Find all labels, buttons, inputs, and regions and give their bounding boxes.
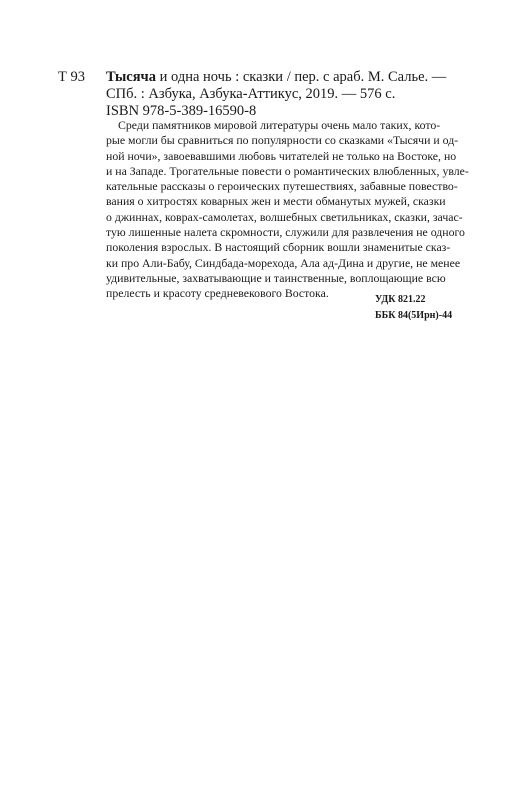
annotation-line: Среди памятников мировой литературы очень мало таких, кото- [118, 118, 441, 132]
annotation-line: удивительные, захватывающие и таинственные, воплощающие всю [106, 270, 446, 285]
annotation-line: прелесть и красоту средневекового Востока. [106, 286, 329, 301]
annotation-line: вания о хитростях коварных жен и мести обманутых мужей, сказки [106, 194, 446, 209]
annotation-line: ной ночи», завоевавшими любовь читателей не только на Востоке, но [106, 148, 457, 163]
annotation-line: кательные рассказы о героических путешествиях, забавные повество- [106, 179, 458, 194]
isbn-line: ISBN 978-5-389-16590-8 [106, 103, 257, 119]
bbk-code: ББК 84(5Ирн)-44 [375, 310, 453, 321]
annotation-line: о джиннах, коврах-самолетах, волшебных светильниках, сказки, зачас- [106, 209, 463, 224]
bibliographic-header [106, 69, 476, 120]
title-rest: и одна ночь : сказки / пер. с араб. М. Салье. — [155, 69, 447, 85]
annotation-line: тую лишенные налета скромности, служили для развлечения не одного [106, 225, 465, 240]
classification-codes [375, 292, 452, 324]
annotation-line: рые могли бы сравниться по популярности со сказками «Тысячи и од- [106, 133, 459, 148]
annotation-line: и на Западе. Трогательные повести о романтических влюбленных, увле- [106, 163, 469, 178]
author-sign-code: Т 93 [58, 69, 85, 85]
annotation-line: ки про Али-Бабу, Синдбада-морехода, Ала ад-Дина и другие, не менее [106, 255, 461, 270]
imprint-line: СПб. : Азбука, Азбука-Аттикус, 2019. — 576 с. [106, 86, 396, 102]
annotation-text [106, 118, 469, 302]
title-line [106, 69, 476, 86]
udk-code: УДК 821.22 [375, 294, 426, 305]
title-word: Тысяча [106, 69, 156, 85]
annotation-line: поколения взрослых. В настоящий сборник вошли знаменитые сказ- [106, 240, 451, 255]
